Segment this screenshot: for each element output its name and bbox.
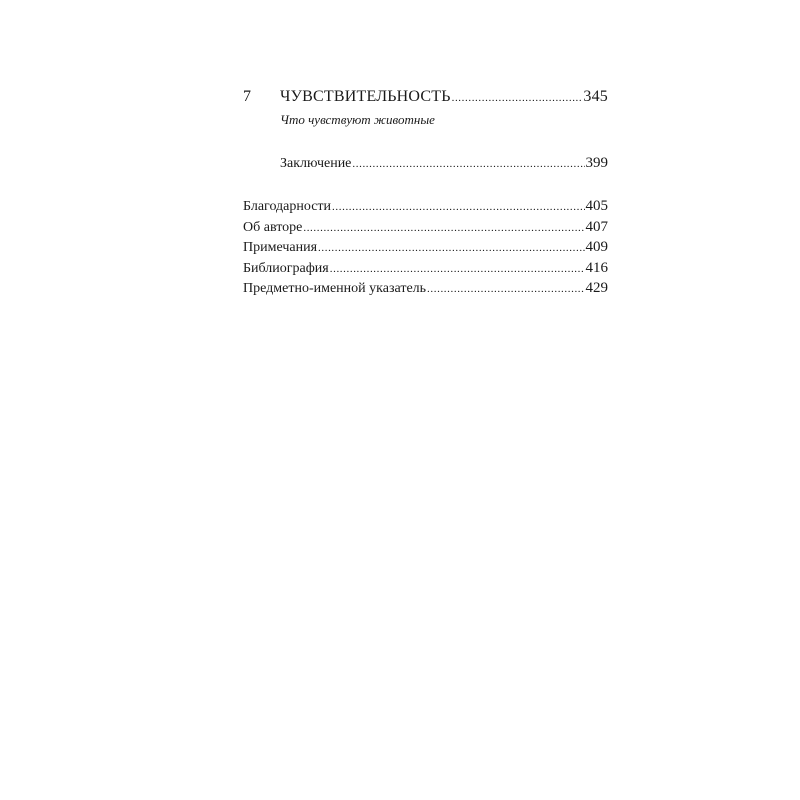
dot-leader	[332, 201, 584, 213]
back-matter-entry	[243, 260, 608, 281]
dot-leader	[452, 92, 583, 104]
entry-title: Предметно-именной указатель	[243, 281, 427, 296]
entry-page-number: 407	[585, 218, 608, 235]
conclusion-title: Заключение	[280, 156, 352, 171]
entry-title: Об авторе	[243, 219, 303, 235]
back-matter-list	[243, 198, 608, 301]
chapter-page-number: 345	[583, 88, 608, 105]
table-of-contents	[243, 88, 608, 301]
entry-page-number: 416	[585, 259, 608, 276]
conclusion-page-number: 399	[585, 155, 608, 171]
back-matter-entry	[243, 280, 608, 301]
dot-leader	[330, 263, 585, 275]
entry-page-number: 429	[585, 280, 608, 296]
dot-leader	[303, 222, 584, 234]
entry-title: Примечания	[243, 240, 318, 255]
back-matter-entry	[243, 239, 608, 260]
conclusion-entry	[280, 155, 608, 177]
dot-leader	[318, 242, 584, 254]
back-matter-entry	[243, 198, 608, 219]
chapter-title-line	[280, 88, 608, 106]
entry-title: Библиография	[243, 260, 329, 276]
dot-leader	[352, 158, 584, 170]
chapter-title: ЧУВСТВИТЕЛЬНОСТЬ	[280, 88, 451, 105]
entry-page-number: 409	[585, 239, 608, 255]
dot-leader	[427, 283, 584, 295]
entry-page-number: 405	[585, 198, 608, 214]
back-matter-entry	[243, 219, 608, 240]
chapter-entry	[243, 88, 608, 110]
chapter-subtitle: Что чувствуют животные	[280, 112, 435, 127]
entry-title: Благодарности	[243, 199, 332, 214]
chapter-number: 7	[243, 88, 252, 105]
